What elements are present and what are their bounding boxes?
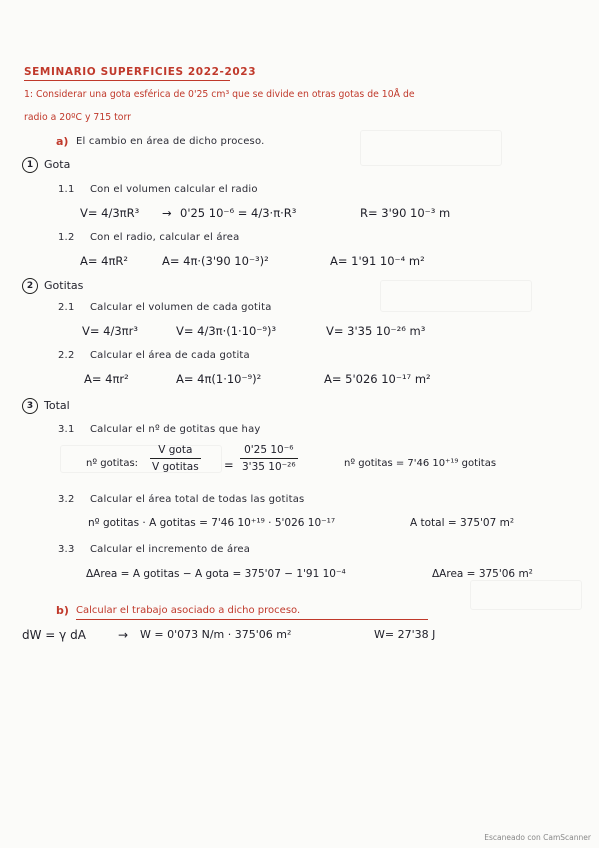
total-step1-label: 3.1 (58, 424, 75, 435)
total-step3-label: 3.3 (58, 544, 75, 555)
gotitas-step2-text: Calcular el área de cada gotita (90, 350, 250, 361)
bleed-through-box (470, 580, 582, 610)
gota-step1-text: Con el volumen calcular el radio (90, 184, 258, 195)
gota-eq2-mid: A= 4π·(3'90 10⁻³)² (162, 254, 269, 268)
section-2-marker: 2 (22, 278, 38, 294)
total-step3-text: Calcular el incremento de área (90, 544, 251, 555)
gotitas-eq1-result: V= 3'35 10⁻²⁶ m³ (326, 324, 426, 338)
gota-eq1-arrow: → (162, 206, 172, 220)
total-eq2-result: A total = 375'07 m² (410, 517, 515, 529)
section-3-marker: 3 (22, 398, 38, 414)
value-ratio-denominator: 3'35 10⁻²⁶ (242, 461, 296, 473)
gotitas-eq1-mid: V= 4/3π·(1·10⁻⁹)³ (176, 324, 277, 338)
part-b-eq-result: W= 27'38 J (374, 628, 436, 641)
value-ratio-numerator: 0'25 10⁻⁶ (244, 444, 294, 456)
vol-ratio-fraction (150, 444, 201, 473)
section-3-title: Total (44, 399, 70, 412)
equals-sign: = (224, 458, 234, 472)
section-1-title: Gota (44, 158, 71, 171)
total-eq2-mid: nº gotitas · A gotitas = 7'46 10⁺¹⁹ · 5'026 10⁻¹⁷ (88, 517, 336, 529)
bleed-through-box (360, 130, 502, 166)
gotitas-step1-text: Calcular el volumen de cada gotita (90, 302, 272, 313)
total-frac-left: nº gotitas: (86, 458, 139, 469)
value-ratio-fraction (240, 444, 298, 473)
gota-step1-label: 1.1 (58, 184, 75, 195)
gotitas-eq2-result: A= 5'026 10⁻¹⁷ m² (324, 372, 431, 386)
gota-eq1-left: V= 4/3πR³ (80, 206, 140, 220)
total-eq3-result: ΔArea = 375'06 m² (432, 568, 533, 580)
part-a-label: a) (56, 135, 69, 148)
fraction-bar (240, 458, 298, 459)
problem-line-2: radio a 20ºC y 715 torr (24, 112, 131, 123)
part-b-eq-left: dW = γ dA (22, 628, 86, 642)
gotitas-step2-label: 2.2 (58, 350, 75, 361)
problem-line-1: 1: Considerar una gota esférica de 0'25 cm³ que se divide en otras gotas de 10Å de (24, 89, 415, 100)
gotitas-eq1-left: V= 4/3πr³ (82, 324, 138, 338)
page-title: SEMINARIO SUPERFICIES 2022-2023 (24, 66, 257, 78)
gota-eq1-result: R= 3'90 10⁻³ m (360, 206, 451, 220)
gota-step2-label: 1.2 (58, 232, 75, 243)
part-b-label: b) (56, 604, 69, 617)
total-step2-text: Calcular el área total de todas las gotitas (90, 494, 305, 505)
part-a-text: El cambio en área de dicho proceso. (76, 136, 265, 147)
gotitas-eq2-mid: A= 4π(1·10⁻⁹)² (176, 372, 262, 386)
scanner-watermark: Escaneado con CamScanner (484, 833, 591, 842)
bleed-through-box (380, 280, 532, 312)
vol-ratio-denominator: V gotitas (152, 461, 199, 473)
part-b-underline (76, 619, 428, 620)
gota-step2-text: Con el radio, calcular el área (90, 232, 240, 243)
section-2-title: Gotitas (44, 279, 84, 292)
total-step1-text: Calcular el nº de gotitas que hay (90, 424, 261, 435)
gotitas-eq2-left: A= 4πr² (84, 372, 129, 386)
fraction-bar (150, 458, 201, 459)
part-b-text: Calcular el trabajo asociado a dicho proceso. (76, 605, 301, 616)
total-frac-result: nº gotitas = 7'46 10⁺¹⁹ gotitas (344, 458, 497, 469)
title-underline (24, 80, 230, 81)
vol-ratio-numerator: V gota (158, 444, 193, 456)
total-step2-label: 3.2 (58, 494, 75, 505)
total-eq3-mid: ΔArea = A gotitas − A gota = 375'07 − 1'91 10⁻⁴ (86, 568, 346, 580)
section-1-marker: 1 (22, 157, 38, 173)
part-b-eq-arrow: → (118, 628, 129, 642)
gota-eq2-result: A= 1'91 10⁻⁴ m² (330, 254, 425, 268)
gotitas-step1-label: 2.1 (58, 302, 75, 313)
part-b-eq-mid: W = 0'073 N/m · 375'06 m² (140, 628, 292, 641)
gota-eq2-left: A= 4πR² (80, 254, 128, 268)
gota-eq1-mid: 0'25 10⁻⁶ = 4/3·π·R³ (180, 206, 297, 220)
